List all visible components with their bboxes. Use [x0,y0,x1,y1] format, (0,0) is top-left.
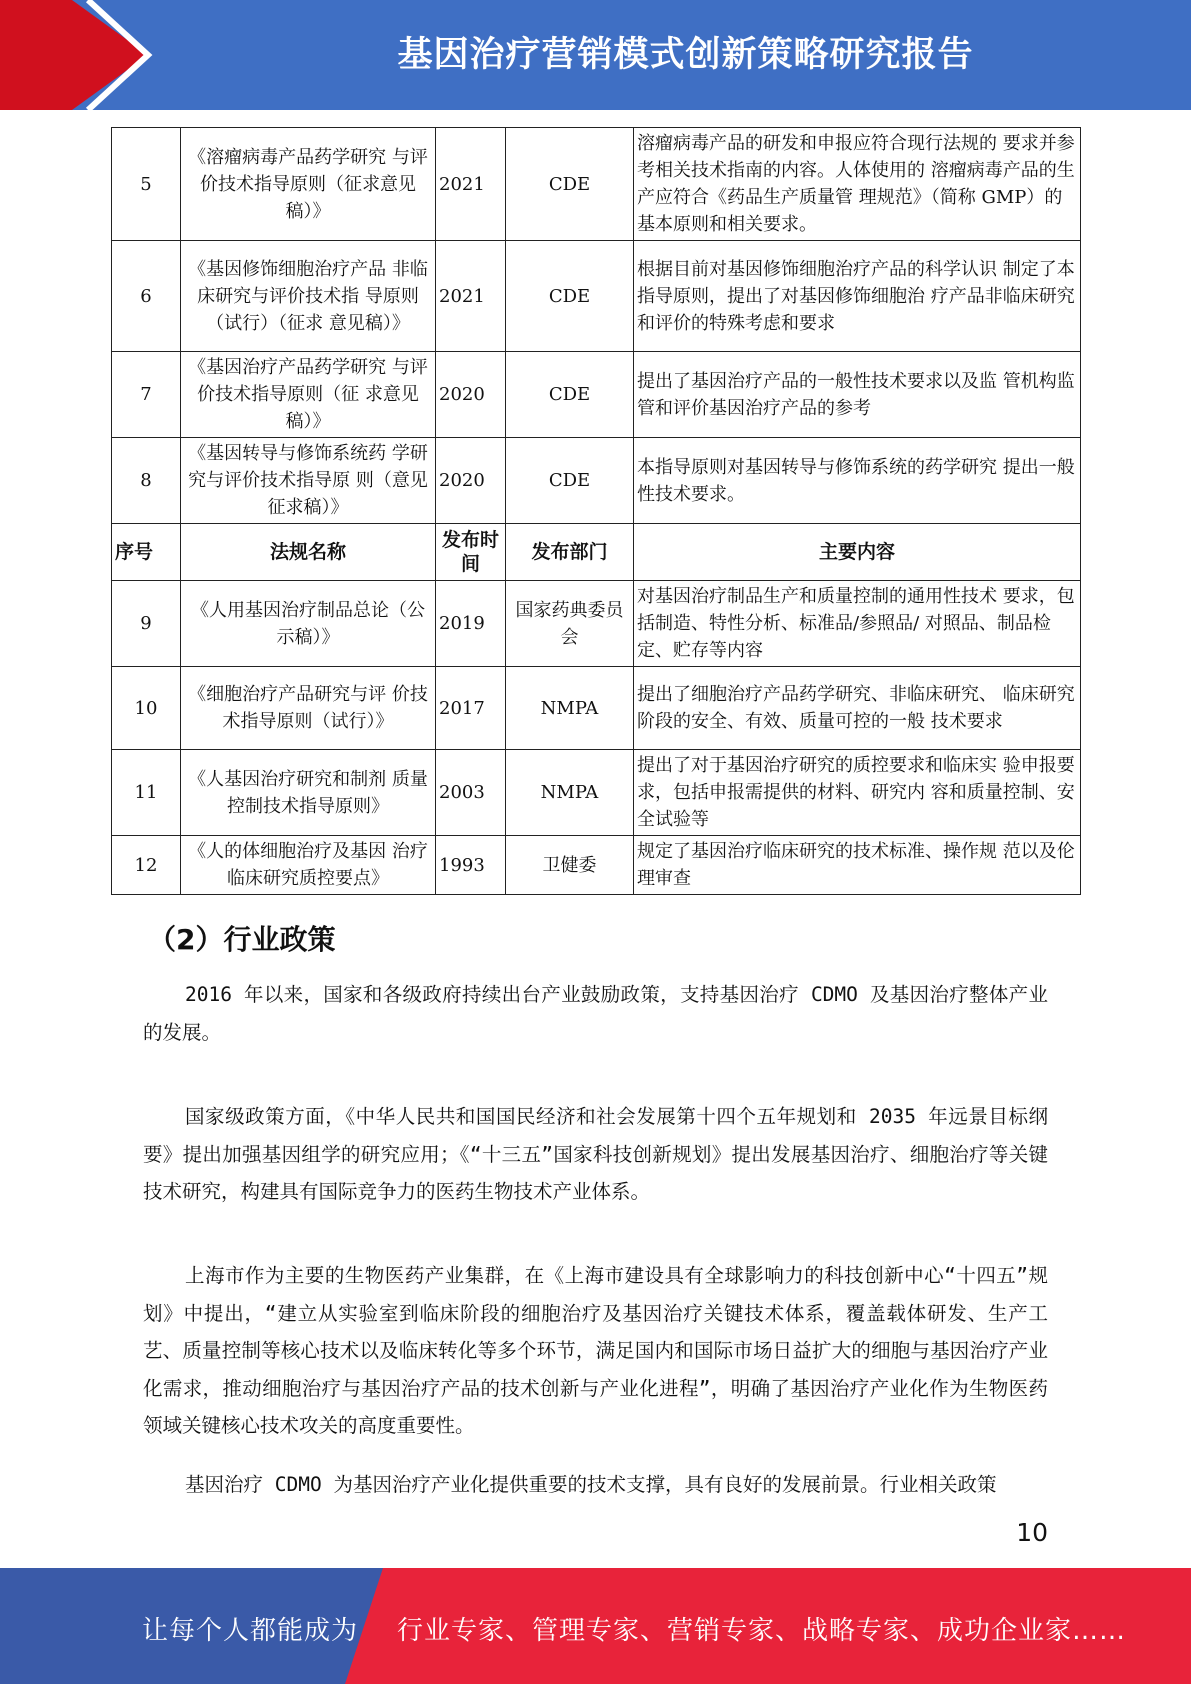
publishing-department: CDE [506,352,634,438]
body-paragraph: 基因治疗 CDMO 为基因治疗产业化提供重要的技术支撑，具有良好的发展前景。行业相关政策 [185,1473,997,1496]
publishing-department: NMPA [506,750,634,836]
publishing-department: NMPA [506,667,634,750]
regulation-name: 《基因转导与修饰系统药 学研究与评价技术指导原 则（意见征求稿）》 [181,438,436,524]
publishing-department: CDE [506,128,634,241]
regulation-name: 《人基因治疗研究和制剂 质量控制技术指导原则》 [181,750,436,836]
row-number: 5 [112,128,181,241]
main-content: 提出了对于基因治疗研究的质控要求和临床实 验申报要求，包括申报需提供的材料、研究内 容和质量控制、安全试验等 [634,750,1081,836]
page-number: 10 [1016,1518,1048,1547]
section-heading: （2）行业政策 [148,923,336,956]
table-row [112,836,1081,895]
publish-year: 2020 [436,352,506,438]
row-number: 9 [112,581,181,667]
page-footer [0,1568,1191,1684]
publishing-department: CDE [506,241,634,352]
main-content: 提出了基因治疗产品的一般性技术要求以及监 管机构监管和评价基因治疗产品的参考 [634,352,1081,438]
table-row [112,438,1081,524]
main-content: 溶瘤病毒产品的研发和申报应符合现行法规的 要求并参考相关技术指南的内容。人体使用的 溶瘤病毒产品的生产应符合《药品生产质量管 理规范》（简称 GMP）的基本原则和相关要求。 [634,128,1081,241]
publish-year: 2020 [436,438,506,524]
column-header-department: 发布部门 [506,524,634,581]
publish-year: 1993 [436,836,506,895]
column-header-number: 序号 [112,524,181,581]
row-number: 11 [112,750,181,836]
column-header-name: 法规名称 [181,524,436,581]
publish-year: 2021 [436,241,506,352]
main-content: 对基因治疗制品生产和质量控制的通用性技术 要求，包括制造、特性分析、标准品/参照品/ 对照品、制品检定、贮存等内容 [634,581,1081,667]
row-number: 12 [112,836,181,895]
body-paragraph: 上海市作为主要的生物医药产业集群，在《上海市建设具有全球影响力的科技创新中心“十四五”规划》中提出，“建立从实验室到临床阶段的细胞治疗及基因治疗关键技术体系，覆盖载体研发、生产工艺、质量控制等核心技术以及临床转化等多个环节，满足国内和国际市场日益扩大的细胞与基因治疗产业化需求，推动细胞治疗与基因治疗产品的技术创新与产业化进程”，明确了基因治疗产业化作为生物医药领域关键核心技术攻关的高度重要性。 [143,1264,1048,1437]
table-header-row [112,524,1081,581]
column-header-content: 主要内容 [634,524,1081,581]
table-row [112,750,1081,836]
table-row [112,352,1081,438]
body-paragraph: 国家级政策方面，《中华人民共和国国民经济和社会发展第十四个五年规划和 2035 年远景目标纲要》提出加强基因组学的研究应用；《“十三五”国家科技创新规划》提出发展基因治疗、细胞治疗等关键技术研究，构建具有国际竞争力的医药生物技术产业体系。 [143,1105,1048,1203]
table-row [112,128,1081,241]
row-number: 7 [112,352,181,438]
main-content: 根据目前对基因修饰细胞治疗产品的科学认识 制定了本指导原则，提出了对基因修饰细胞治 疗产品非临床研究和评价的特殊考虑和要求 [634,241,1081,352]
regulation-name: 《细胞治疗产品研究与评 价技术指导原则（试行）》 [181,667,436,750]
publish-year: 2021 [436,128,506,241]
table-row [112,667,1081,750]
column-header-year: 发布时间 [436,524,506,581]
report-title: 基因治疗营销模式创新策略研究报告 [397,35,974,75]
regulation-name: 《溶瘤病毒产品药学研究 与评价技术指导原则（征求意见稿）》 [181,128,436,241]
row-number: 6 [112,241,181,352]
main-content: 提出了细胞治疗产品药学研究、非临床研究、 临床研究阶段的安全、有效、质量可控的一般 技术要求 [634,667,1081,750]
footer-slogan-right: 行业专家、管理专家、营销专家、战略专家、成功企业家…… [397,1616,1127,1646]
regulation-name: 《人的体细胞治疗及基因 治疗临床研究质控要点》 [181,836,436,895]
regulation-name: 《基因治疗产品药学研究 与评价技术指导原则（征 求意见稿）》 [181,352,436,438]
table-row [112,581,1081,667]
body-paragraph: 2016 年以来，国家和各级政府持续出台产业鼓励政策，支持基因治疗 CDMO 及基因治疗整体产业的发展。 [143,983,1048,1044]
row-number: 8 [112,438,181,524]
table-row [112,241,1081,352]
main-content: 本指导原则对基因转导与修饰系统的药学研究 提出一般性技术要求。 [634,438,1081,524]
publish-year: 2003 [436,750,506,836]
row-number: 10 [112,667,181,750]
publishing-department: CDE [506,438,634,524]
footer-slogan-left: 让每个人都能成为 [142,1616,359,1646]
publishing-department: 卫健委 [506,836,634,895]
publish-year: 2017 [436,667,506,750]
publishing-department: 国家药典委员会 [506,581,634,667]
regulations-table [111,127,1081,895]
main-content: 规定了基因治疗临床研究的技术标准、操作规 范以及伦理审查 [634,836,1081,895]
page-header [0,0,1191,110]
regulation-name: 《基因修饰细胞治疗产品 非临床研究与评价技术指 导原则（试行）（征求 意见稿）》 [181,241,436,352]
regulation-name: 《人用基因治疗制品总论（公示稿）》 [181,581,436,667]
publish-year: 2019 [436,581,506,667]
